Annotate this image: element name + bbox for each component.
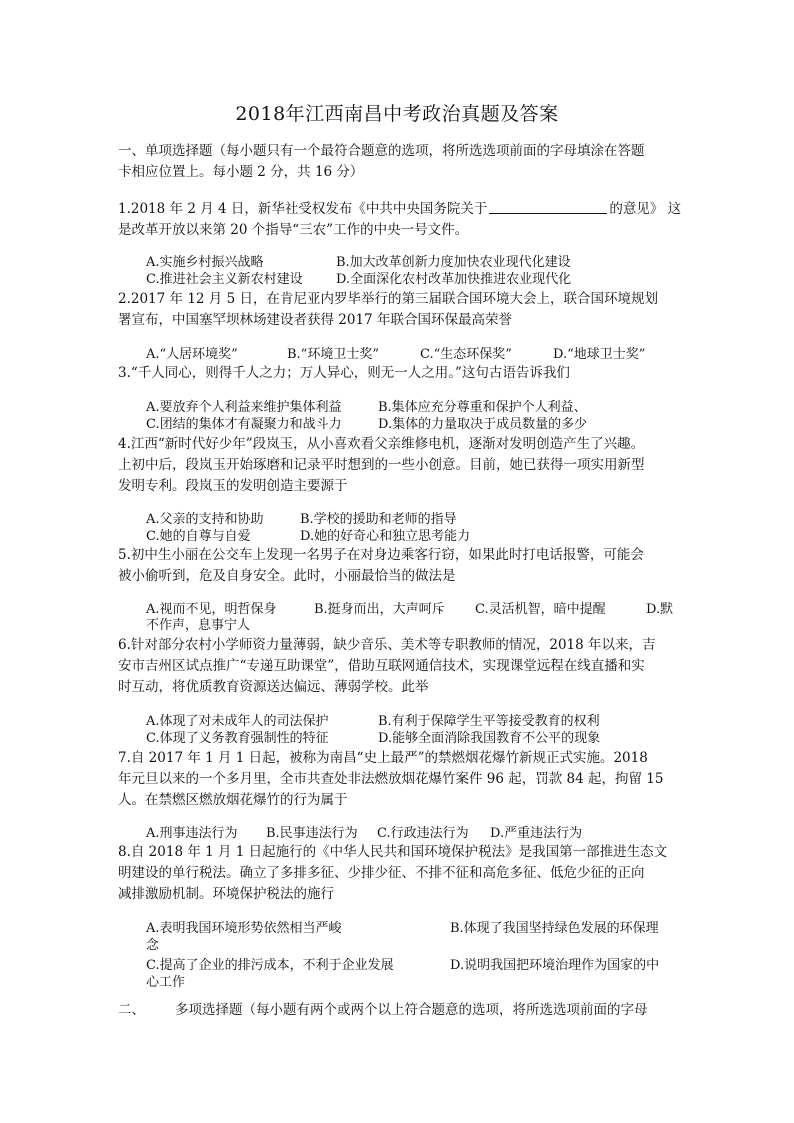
question-5-stem-line1: 5.初中生小丽在公交车上发现一名男子在对身边乘客行窃，如果此时打电话报警，可能会 xyxy=(118,547,644,563)
question-7-stem-line2: 年元旦以来的一个多月里，全市共查处非法燃放烟花爆竹案件 96 起，罚款 84 起，拘留 15 xyxy=(118,771,664,787)
question-7-option-d: D.严重违法行为 xyxy=(490,826,583,841)
question-2-stem-line1: 2.2017 年 12 月 5 日，在肯尼亚内罗毕举行的第三届联合国环境大会上，联合国环境规划 xyxy=(118,291,658,307)
question-7-option-c: C.行政违法行为 xyxy=(377,826,469,841)
question-6-stem-line3: 时互动，将优质教育资源送达偏远、薄弱学校。此举 xyxy=(118,679,429,695)
question-4-option-a: A.父亲的支持和协助 xyxy=(146,512,264,527)
question-2-stem-line2: 署宣布，中国塞罕坝林场建设者获得 2017 年联合国环保最高荣誉 xyxy=(118,312,512,328)
question-6-stem-line1: 6.针对部分农村小学师资力量薄弱，缺少音乐、美术等专职教师的情况，2018 年以来，吉 xyxy=(118,637,656,653)
question-3-option-c: C.团结的集体才有凝聚力和战斗力 xyxy=(146,417,342,432)
question-2-option-d: D.“地球卫士奖” xyxy=(553,347,646,362)
section1-instruction-line2: 卡相应位置上。每小题 2 分，共 16 分） xyxy=(118,164,364,180)
question-8-stem-line2: 明建设的单行税法。确立了多排多征、少排少征、不排不征和高危多征、低危少征的正向 xyxy=(118,865,645,881)
fill-in-blank xyxy=(489,201,607,214)
question-6-stem-line2: 安市吉州区试点推广“专递互助课堂”，借助互联网通信技术，实现课堂远程在线直播和实 xyxy=(118,658,645,674)
question-6-option-b: B.有利于保障学生平等接受教育的权利 xyxy=(378,714,600,729)
question-7-stem-line3: 人。在禁燃区燃放烟花爆竹的行为属于 xyxy=(118,792,348,808)
question-4-stem-line2: 上初中后，段岚玉开始琢磨和记录平时想到的一些小创意。目前，她已获得一项实用新型 xyxy=(118,457,645,473)
question-3-option-d: D.集体的力量取决于成员数量的多少 xyxy=(378,417,588,432)
question-5-option-b: B.挺身而出，大声呵斥 xyxy=(314,602,445,617)
question-4-option-b: B.学校的援助和老师的指导 xyxy=(300,512,457,527)
question-7-option-b: B.民事违法行为 xyxy=(266,826,358,841)
question-4-option-c: C.她的自尊与自爱 xyxy=(146,529,251,544)
question-2-option-c: C.“生态环保奖” xyxy=(420,347,512,362)
question-8-stem-line1: 8.自 2018 年 1 月 1 日起施行的《中华人民共和国环境保护税法》是我国第一部推进生态文 xyxy=(118,844,668,860)
question-1-stem-pre: 1.2018 年 2 月 4 日，新华社受权发布《中共中央国务院关于 xyxy=(118,201,488,217)
question-5-stem-line2: 被小偷听到，危及自身安全。此时，小丽最恰当的做法是 xyxy=(118,568,456,584)
question-5-option-c: C.灵活机智，暗中提醒 xyxy=(475,602,606,617)
question-6-option-a: A.体现了对未成年人的司法保护 xyxy=(146,714,329,729)
question-1-stem-line1 xyxy=(118,200,682,218)
question-6-option-d: D.能够全面消除我国教育不公平的现象 xyxy=(378,731,601,746)
question-2-option-b: B.“环境卫士奖” xyxy=(287,347,379,362)
question-8-option-b-continued: 念 xyxy=(146,938,160,953)
section1-instruction-line1: 一、单项选择题（每小题只有一个最符合题意的选项，将所选选项前面的字母填涂在答题 xyxy=(118,143,645,159)
question-1-option-a: A.实施乡村振兴战略 xyxy=(146,255,264,270)
question-8-option-d-continued: 心工作 xyxy=(146,975,186,990)
page-title: 2018年江西南昌中考政治真题及答案 xyxy=(235,103,559,125)
question-5-option-d: D.默 xyxy=(646,602,674,617)
question-8-option-d: D.说明我国把环境治理作为国家的中 xyxy=(450,958,660,973)
question-5-option-a: A.视而不见，明哲保身 xyxy=(146,602,277,617)
section2-number: 二、 xyxy=(118,1002,145,1018)
section2-instruction: 多项选择题（每小题有两个或两个以上符合题意的选项，将所选选项前面的字母 xyxy=(175,1002,648,1018)
question-4-stem-line3: 发明专利。段岚玉的发明创造主要源于 xyxy=(118,478,348,494)
question-8-option-a: A.表明我国环境形势依然相当严峻 xyxy=(146,921,342,936)
question-1-stem-post: 的意见》 这 xyxy=(609,201,682,217)
question-3-option-b: B.集体应充分尊重和保护个人利益、 xyxy=(378,400,587,415)
question-6-option-c: C.体现了义务教育强制性的特征 xyxy=(146,731,329,746)
question-5-option-d-continued: 不作声，息事宁人 xyxy=(146,618,251,633)
question-8-stem-line3: 减排激励机制。环境保护税法的施行 xyxy=(118,886,334,902)
question-1-stem-line2: 是改革开放以来第 20 个指导“三农”工作的中央一号文件。 xyxy=(118,222,469,238)
question-2-option-a: A.“人居环境奖” xyxy=(146,347,238,362)
question-8-option-b: B.体现了我国坚持绿色发展的环保理 xyxy=(450,921,659,936)
question-4-stem-line1: 4.江西“新时代好少年”段岚玉，从小喜欢看父亲维修电机，逐渐对发明创造产生了兴趣。 xyxy=(118,436,645,452)
question-4-option-d: D.她的好奇心和独立思考能力 xyxy=(300,529,471,544)
question-7-option-a: A.刑事违法行为 xyxy=(146,826,238,841)
question-1-option-c: C.推进社会主义新农村建设 xyxy=(146,272,303,287)
question-1-option-b: B.加大改革创新力度加快农业现代化建设 xyxy=(336,255,571,270)
question-7-stem-line1: 7.自 2017 年 1 月 1 日起，被称为南昌“史上最严”的禁燃烟花爆竹新规正式实施。2018 xyxy=(118,750,648,766)
question-3-option-a: A.要放弃个人利益来维护集体利益 xyxy=(146,400,342,415)
question-8-option-c: C.提高了企业的排污成本，不利于企业发展 xyxy=(146,958,394,973)
question-1-option-d: D.全面深化农村改革加快推进农业现代化 xyxy=(336,272,572,287)
question-3-stem-line1: 3.“千人同心，则得千人之力；万人异心，则无一人之用。”这句古语告诉我们 xyxy=(118,365,570,381)
